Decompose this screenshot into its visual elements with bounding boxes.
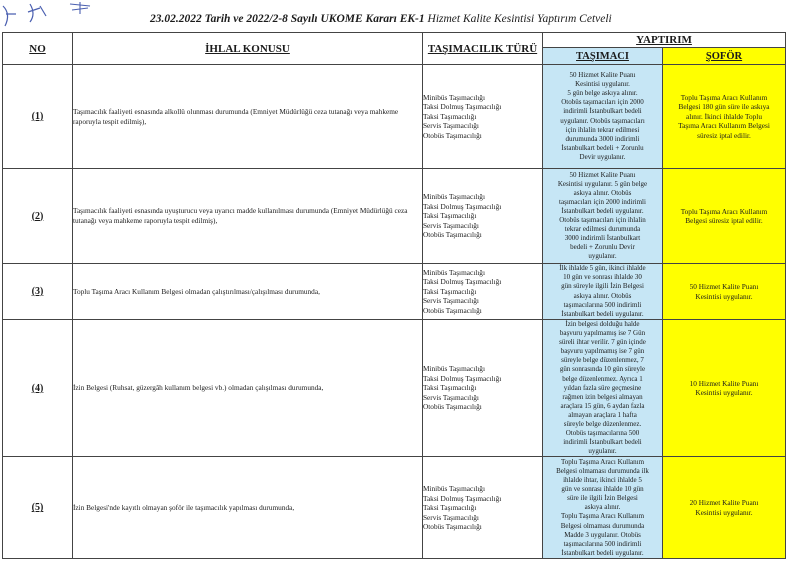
transport-type: Servis Taşımacılığı — [423, 512, 479, 522]
operator-sanction-line: 10 gün ve sonrası ihlalde 30 — [563, 273, 642, 282]
transport-type: Minibüs Taşımacılığı — [423, 192, 485, 202]
sanction-table — [2, 32, 786, 559]
operator-sanction-line: Kesintisi uygulanır. 5 gün belge — [557, 179, 648, 188]
operator-sanction-line: ihlalde ihtar, ikinci ihlalde 5 — [563, 476, 642, 485]
title-decree: 23.02.2022 Tarih ve 2022/2-8 Sayılı UKOME Kararı EK-1 — [150, 13, 425, 25]
transport-type: Minibüs Taşımacılığı — [423, 484, 485, 494]
operator-sanction-line: süreyle belge düzenlenmez, 7 — [561, 356, 644, 365]
operator-sanction-line: 50 Hizmet Kalite Puanı — [569, 71, 636, 80]
operator-sanction-line: taşımacıları için 2000 indirimli — [559, 197, 646, 206]
header-no: NO — [3, 33, 73, 65]
transport-type: Otobüs Taşımacılığı — [423, 230, 482, 240]
driver-sanction-line: Kesintisi uygulanır. — [695, 507, 753, 517]
driver-sanction-line: Kesintisi uygulanır. — [695, 291, 753, 301]
transport-type: Taksi Dolmuş Taşımacılığı — [423, 373, 502, 383]
operator-sanction-line: yıldan fazla süre geçmesine — [563, 383, 642, 392]
transport-type: Minibüs Taşımacılığı — [423, 267, 485, 277]
operator-sanction-line: gün sonrasında 10 gün süreyle — [559, 365, 646, 374]
transport-type: Taksi Taşımacılığı — [423, 111, 477, 121]
operator-sanction-line: süreli ihtar verilir. 7 gün içinde — [559, 338, 646, 347]
operator-sanction-line: rağmen izin belgesi almayan — [562, 392, 643, 401]
row-number: (4) — [3, 320, 73, 457]
document-title — [150, 13, 750, 25]
transport-types — [423, 457, 543, 559]
transport-type: Otobüs Taşımacılığı — [423, 130, 482, 140]
operator-sanction-line: İstanbulkart bedeli + Zorunlu — [561, 143, 644, 152]
transport-type: Otobüs Taşımacılığı — [423, 305, 482, 315]
operator-sanction-line: Toplu Taşıma Aracı Kullanım — [560, 512, 645, 521]
operator-sanction-line: başvuru yapılmamış ise 7 gün — [560, 347, 645, 356]
header-sofor: ŞOFÖR — [663, 48, 786, 65]
driver-sanction — [663, 457, 786, 559]
transport-type: Taksi Taşımacılığı — [423, 286, 477, 296]
table-row — [3, 264, 786, 320]
operator-sanction-line: Otobüs taşımacıları için 2000 — [561, 98, 644, 107]
operator-sanction-line: Belgesi olmaması durumunda — [560, 521, 645, 530]
operator-sanction-line: için ihlalin tekrar edilmesi — [565, 125, 640, 134]
row-number: (5) — [3, 457, 73, 559]
transport-type: Servis Taşımacılığı — [423, 121, 479, 131]
operator-sanction-line: Otobüs taşımacıları için ihlalin — [559, 216, 646, 224]
header-tasimaci: TAŞIMACI — [543, 48, 663, 65]
transport-type: Servis Taşımacılığı — [423, 296, 479, 306]
operator-sanction-line: taşımacılarına 500 indirimli — [563, 300, 642, 309]
operator-sanction-line: Kesintisi uygulanır. — [575, 80, 630, 89]
operator-sanction-line: 50 Hizmet Kalite Puanı — [569, 170, 636, 179]
driver-sanction-line: Taşıma Aracı Kullanım Belgesi — [678, 121, 770, 131]
driver-sanction — [663, 65, 786, 169]
driver-sanction-line: Belgesi 180 gün süre ile askıya — [678, 102, 770, 112]
operator-sanction-line: başvuru yapılmamış ise 7 Gün — [559, 329, 646, 338]
operator-sanction — [543, 169, 663, 264]
transport-types — [423, 320, 543, 457]
transport-type: Taksi Dolmuş Taşımacılığı — [423, 493, 502, 503]
operator-sanction — [543, 264, 663, 320]
violation-text: İzin Belgesi (Ruhsat, güzergâh kullanım belgesi vb.) olmadan çalışılması durumunda, — [73, 320, 423, 457]
table-row — [3, 169, 786, 264]
transport-types — [423, 169, 543, 264]
row-number: (1) — [3, 65, 73, 169]
transport-type: Minibüs Taşımacılığı — [423, 92, 485, 102]
operator-sanction-line: indirimli İstanbulkart bedeli — [563, 107, 642, 116]
row-number: (3) — [3, 264, 73, 320]
transport-type: Taksi Taşımacılığı — [423, 211, 477, 221]
operator-sanction-line: İzin belgesi dolduğu halde — [565, 320, 640, 328]
operator-sanction — [543, 65, 663, 169]
transport-type: Servis Taşımacılığı — [423, 392, 479, 402]
operator-sanction-line: Madde 3 uygulanır. Otobüs — [564, 530, 641, 539]
violation-text: İzin Belgesi'nde kayıtlı olmayan şoför ile taşımacılık yapılması durumunda, — [73, 457, 423, 559]
operator-sanction-line: Devir uygulanır. — [579, 152, 626, 161]
transport-type: Taksi Taşımacılığı — [423, 383, 477, 393]
operator-sanction — [543, 320, 663, 457]
transport-types — [423, 65, 543, 169]
driver-sanction-line: alınır. İkinci ihlalde Toplu — [686, 111, 762, 121]
operator-sanction-line: Belgesi olmaması durumunda ilk — [556, 466, 649, 475]
operator-sanction-line: gün süreyle ilgili İzin Belgesi — [561, 282, 644, 291]
operator-sanction-line: İlk ihlalde 5 gün, ikinci ihlalde — [559, 264, 646, 273]
table-row — [3, 457, 786, 559]
operator-sanction-line: askıya alınır. — [584, 503, 621, 512]
violation-text: Taşımacılık faaliyeti esnasında alkollü olunması durumunda (Emniyet Müdürlüğü ceza tutanağı veya mahkeme raporuyla tespit edilmiş), — [73, 65, 423, 169]
operator-sanction-line: Otobüs taşımacılarına 500 — [565, 429, 640, 438]
table-row — [3, 65, 786, 169]
operator-sanction-line: belge düzenlenmez. Ayrıca 1 — [562, 374, 643, 383]
header-tur: TAŞIMACILIK TÜRÜ — [423, 33, 543, 65]
operator-sanction-line: İstanbulkart bedeli uygulanır. — [561, 309, 644, 318]
operator-sanction-line: 3000 indirimli İstanbulkart — [564, 234, 641, 243]
operator-sanction — [543, 457, 663, 559]
operator-sanction-line: bedeli + Zorunlu Devir — [570, 243, 635, 252]
operator-sanction-line: tekrar edilmesi durumunda — [564, 225, 641, 234]
operator-sanction-line: uygulanır. — [588, 447, 617, 456]
violation-text: Taşımacılık faaliyeti esnasında uyuşturucu veya uyarıcı madde kullanılması durumunda (Emniyet Müdürlüğü ceza tutanağı veya mahkeme raporuyla tespit edilmiş), — [73, 169, 423, 264]
operator-sanction-line: süre ile ilgili İzin Belgesi — [567, 494, 638, 503]
transport-type: Servis Taşımacılığı — [423, 220, 479, 230]
operator-sanction-line: durumunda 3000 indirimli — [565, 134, 640, 143]
transport-type: Otobüs Taşımacılığı — [423, 402, 482, 412]
title-subtitle: Hizmet Kalite Kesintisi Yaptırım Cetveli — [424, 13, 612, 25]
driver-sanction-line: Belgesi süresiz iptal edilir. — [685, 216, 763, 225]
operator-sanction-line: İstanbulkart bedeli uygulanır. — [561, 548, 644, 557]
operator-sanction-line: askıya alınır. Otobüs — [573, 188, 632, 197]
operator-sanction-line: uygulanır. — [588, 252, 617, 261]
operator-sanction-line: süreyle belge düzenlenmez. — [563, 420, 642, 429]
operator-sanction-line: Toplu Taşıma Aracı Kullanım — [560, 457, 645, 466]
header-ihlal: İHLAL KONUSU — [73, 33, 423, 65]
driver-sanction-line: 20 Hizmet Kalite Puanı — [689, 498, 759, 508]
driver-sanction-line: Toplu Taşıma Aracı Kullanım — [680, 92, 768, 102]
driver-sanction — [663, 169, 786, 264]
operator-sanction-line: indirimli İstanbulkart bedeli — [563, 438, 642, 447]
operator-sanction-line: araçlara 15 gün, 6 aydan fazla — [560, 401, 645, 410]
operator-sanction-line: taşımacılarına 500 indirimli — [563, 539, 642, 548]
driver-sanction-line: süresiz iptal edilir. — [697, 130, 751, 140]
transport-types — [423, 264, 543, 320]
operator-sanction-line: 5 gün belge askıya alınır. — [567, 89, 638, 98]
header-yaptirim: YAPTIRIM — [543, 33, 786, 48]
driver-sanction-line: Toplu Taşıma Aracı Kullanım — [680, 206, 768, 216]
transport-type: Taksi Dolmuş Taşımacılığı — [423, 277, 502, 287]
driver-sanction — [663, 320, 786, 457]
transport-type: Taksi Dolmuş Taşımacılığı — [423, 102, 502, 112]
transport-type: Otobüs Taşımacılığı — [423, 522, 482, 532]
row-number: (2) — [3, 169, 73, 264]
violation-text: Toplu Taşıma Aracı Kullanım Belgesi olmadan çalıştırılması/çalışılması durumunda, — [73, 264, 423, 320]
transport-type: Taksi Dolmuş Taşımacılığı — [423, 201, 502, 211]
operator-sanction-line: almayan araçlara 1 hafta — [568, 410, 637, 419]
driver-sanction-line: 10 Hizmet Kalite Puanı — [689, 378, 759, 388]
operator-sanction-line: İstanbulkart bedeli uygulanır. — [561, 206, 644, 215]
driver-sanction — [663, 264, 786, 320]
operator-sanction-line: uygulanır. Otobüs taşımacıları — [560, 116, 645, 125]
operator-sanction-line: askıya alınır. Otobüs — [573, 291, 632, 300]
transport-type: Taksi Taşımacılığı — [423, 503, 477, 513]
transport-type: Minibüs Taşımacılığı — [423, 364, 485, 374]
table-row — [3, 320, 786, 457]
operator-sanction-line: gün ve sonrası ihlalde 10 gün — [561, 485, 644, 494]
driver-sanction-line: 50 Hizmet Kalite Puanı — [689, 282, 759, 292]
driver-sanction-line: Kesintisi uygulanır. — [695, 388, 753, 398]
